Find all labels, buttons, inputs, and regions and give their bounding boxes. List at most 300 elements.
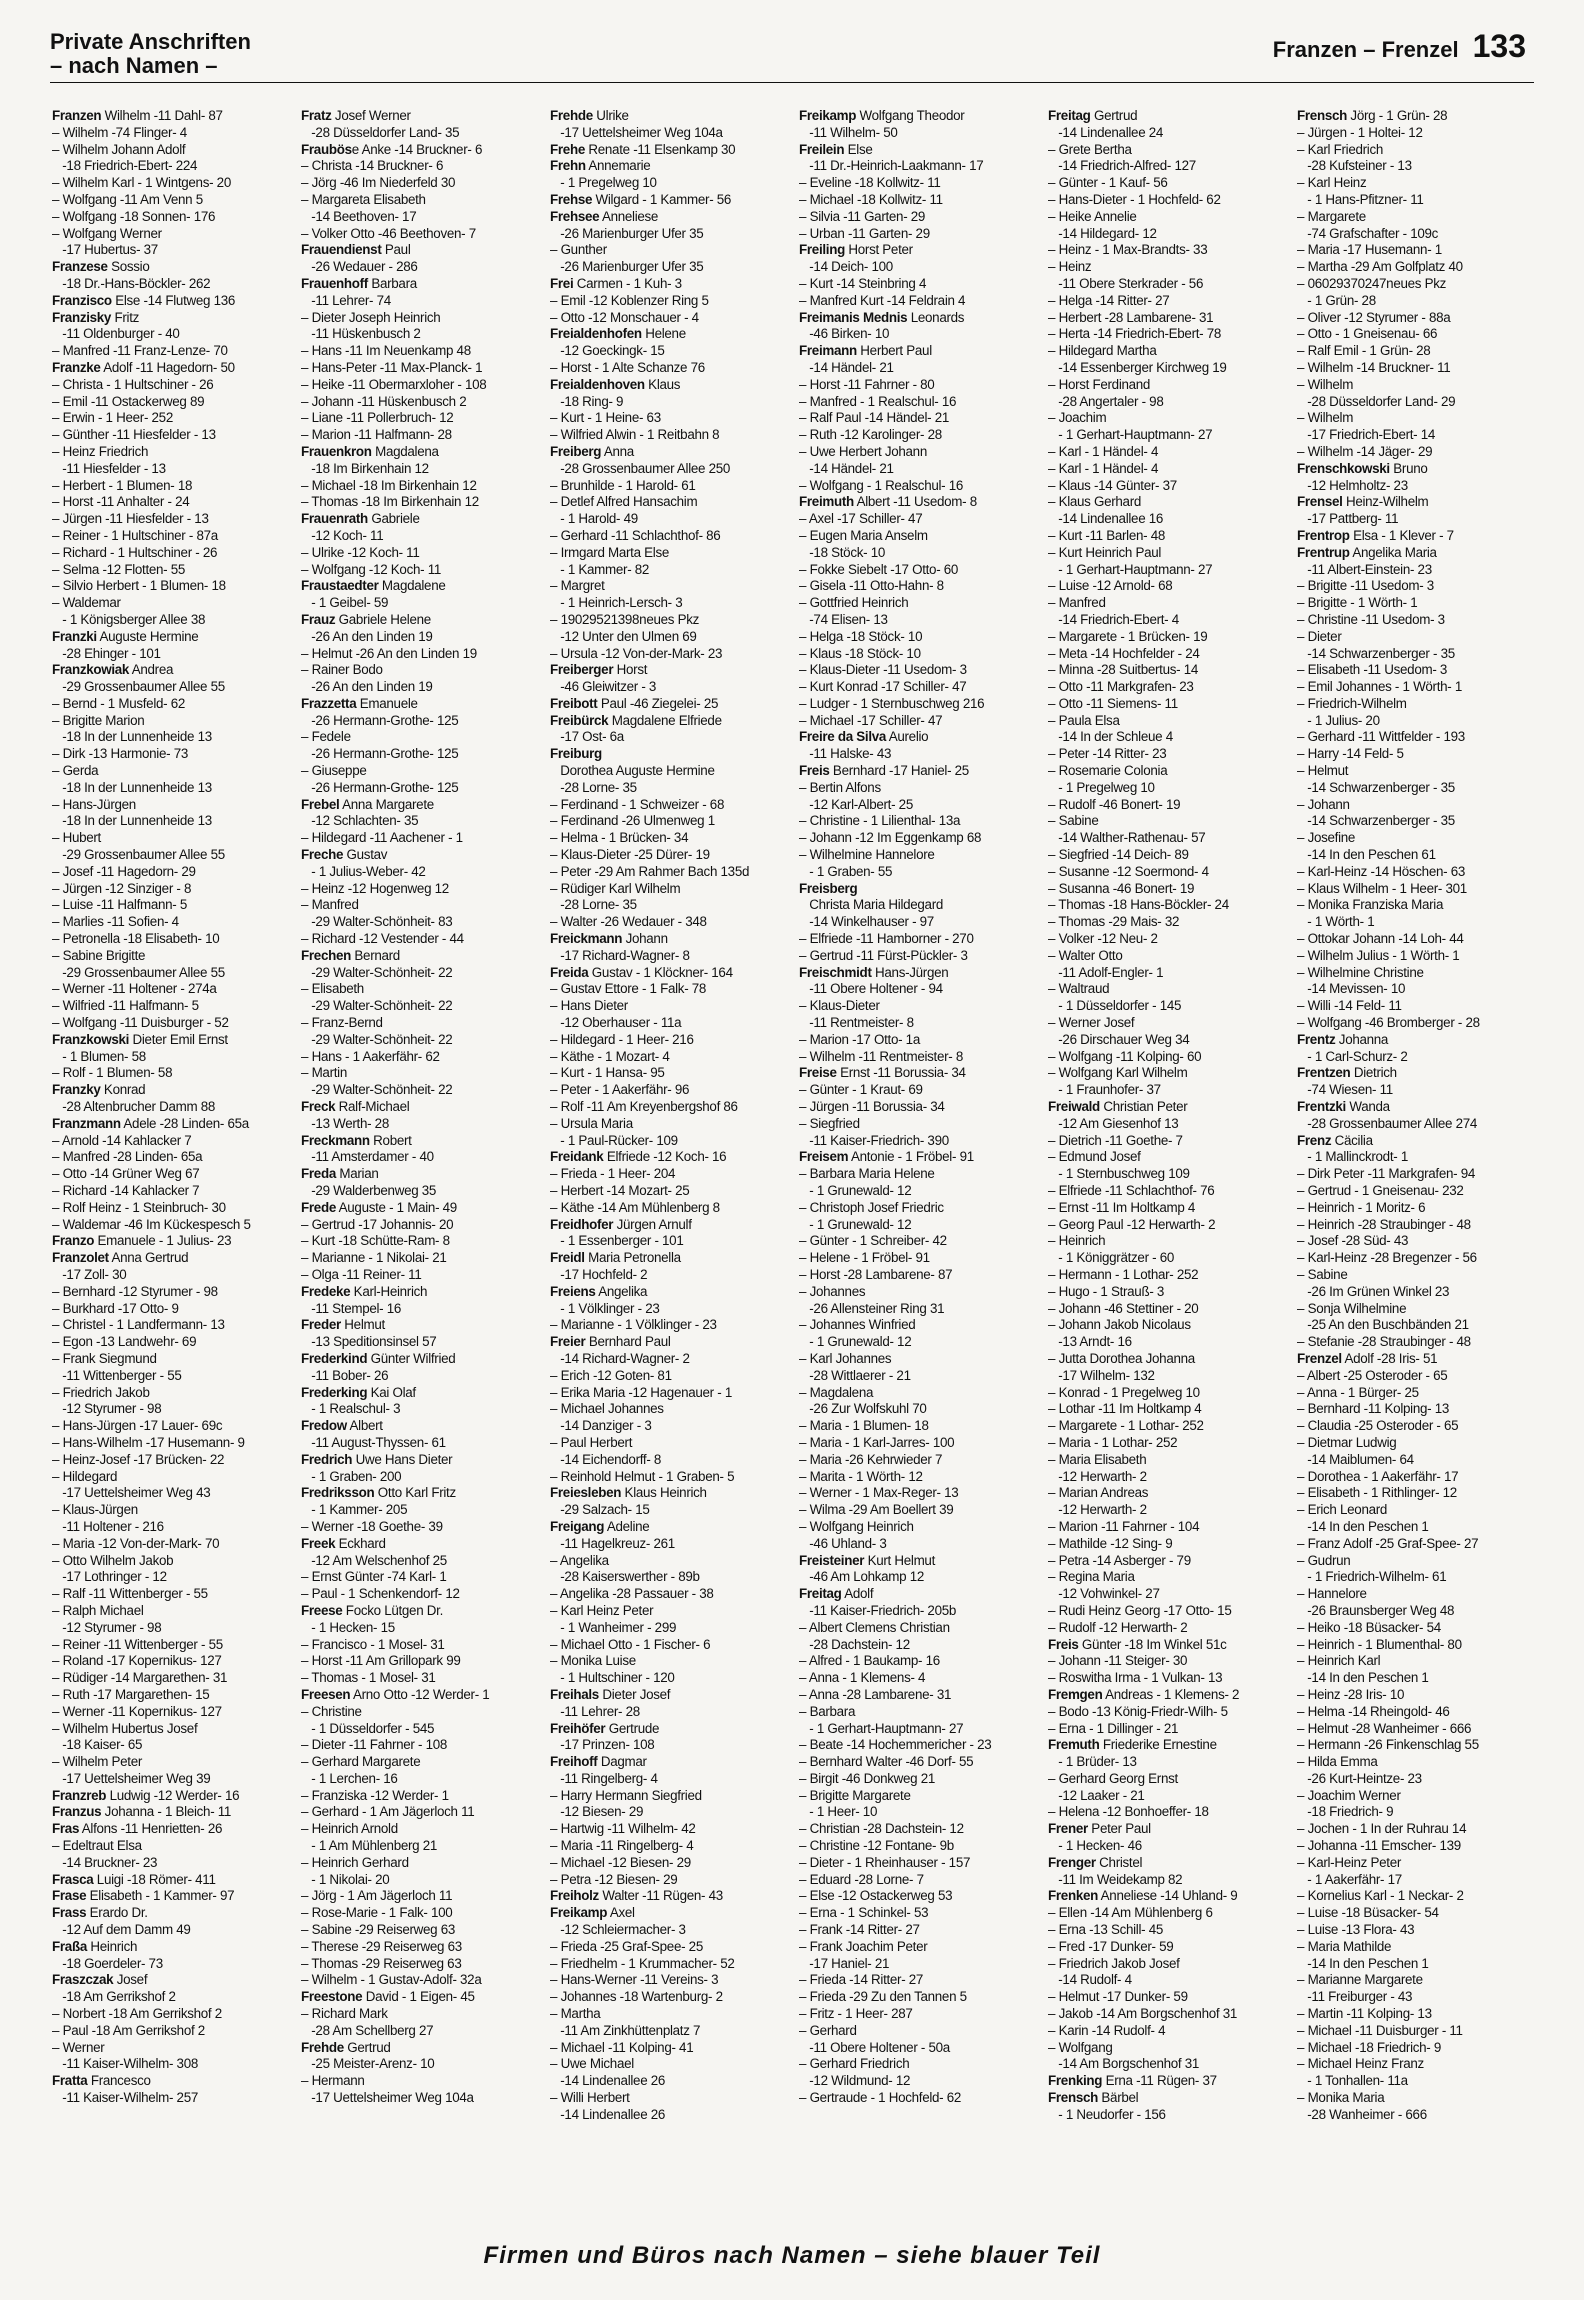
directory-entry: – Sonja Wilhelmine [1297,1300,1407,1316]
directory-entry: -14 Winkelhauser - 97 [799,914,934,930]
directory-entry: – Otto -11 Siemens- 11 [1048,695,1178,711]
directory-entry: – Hilda Emma [1297,1754,1378,1770]
directory-entry: Frener Peter Paul [1048,1821,1151,1837]
directory-entry: – Uwe Herbert Johann [799,443,927,459]
directory-entry: -14 In den Peschen 61 [1297,847,1436,863]
directory-entry: Freihals Dieter Josef [550,1686,671,1702]
directory-entry: -14 Händel- 21 [799,460,894,476]
directory-entry: -11 Lehrer- 28 [550,1703,640,1719]
column-6 [1297,108,1536,2238]
directory-entry: Freilein Else [799,141,873,157]
directory-entry: - 1 Fraunhofer- 37 [1048,1082,1161,1098]
directory-entry: – Franz-Bernd [301,1015,383,1031]
directory-entry: – Gustav Ettore - 1 Falk- 78 [550,981,707,997]
directory-entry: – Karin -14 Rudolf- 4 [1048,2022,1166,2038]
directory-entry: -26 Im Grünen Winkel 23 [1297,1283,1450,1299]
directory-entry: – Frank -14 Ritter- 27 [799,1922,920,1938]
directory-entry: Freiens Angelika [550,1283,648,1299]
directory-entry: – Gerhard - 1 Am Jägerloch 11 [301,1804,475,1820]
directory-entry: – Rudolf -12 Herwarth- 2 [1048,1619,1188,1635]
directory-entry: – Marlies -11 Sofien- 4 [52,914,179,930]
directory-entry: – Oliver -12 Styrumer - 88a [1297,309,1451,325]
directory-entry: – Hubert [52,830,101,846]
directory-entry: -14 Lindenallee 24 [1048,124,1164,140]
directory-entry: Freialdenhofen Helene [550,326,686,342]
directory-entry: – Christel - 1 Landfermann- 13 [52,1317,225,1333]
directory-entry: Freialdenhoven Klaus [550,376,681,392]
directory-entry: – Jochen - 1 In der Ruhrau 14 [1297,1821,1467,1837]
directory-entry: – Hermann -26 Finkenschlag 55 [1297,1737,1479,1753]
directory-entry: – Erna - 1 Dillinger - 21 [1048,1720,1179,1736]
directory-entry: – Fritz - 1 Heer- 287 [799,2006,913,2022]
directory-entry: Freimann Herbert Paul [799,343,932,359]
directory-entry: – Luise -18 Büsacker- 54 [1297,1905,1439,1921]
directory-entry: – Marion -11 Halfmann- 28 [301,427,452,443]
directory-entry: -26 An den Linden 19 [301,679,433,695]
directory-entry: -17 Haniel- 21 [799,1955,890,1971]
directory-entry: – Wilhelm Karl - 1 Wintgens- 20 [52,175,231,191]
directory-entry: – Wolfgang -11 Kolping- 60 [1048,1048,1202,1064]
directory-entry: – Heinrich Gerhard [301,1854,409,1870]
directory-entry: – Detlef Alfred Hansachim [550,494,698,510]
directory-entry: -14 Lindenallee 26 [550,2073,666,2089]
directory-entry: -29 Walderbenweg 35 [301,1183,437,1198]
directory-entry: – Fred -17 Dunker- 59 [1048,1938,1174,1954]
directory-entry: -17 Uettelsheimer Weg 104a [550,124,723,140]
directory-entry: – Ulrike -12 Koch- 11 [301,544,420,560]
directory-entry: – Elfriede -11 Hamborner - 270 [799,931,974,947]
directory-entry: – Otto -11 Markgrafen- 23 [1048,679,1194,695]
directory-entry: Frass Erardo Dr. [52,1905,148,1921]
directory-entry: – Reiner - 1 Hultschiner - 87a [52,527,218,543]
directory-entry: – Wilhelm Hubertus Josef [52,1720,198,1736]
directory-entry: -12 Wildmund- 12 [799,2073,911,2089]
directory-entry: – Christine - 1 Lilienthal- 13a [799,813,961,829]
directory-entry: – Elisabeth - 1 Rithlinger- 12 [1297,1485,1457,1501]
directory-entry: Freise Ernst -11 Borussia- 34 [799,1065,966,1081]
directory-entry: Fras Alfons -11 Henrietten- 26 [52,1821,223,1837]
directory-entry: – Bernhard -12 Styrumer - 98 [52,1283,218,1299]
directory-entry: -11 Stempel- 16 [301,1300,402,1316]
directory-entry: – Therese -29 Reiserweg 63 [301,1938,462,1954]
directory-entry: – Kurt Heinrich Paul [1048,544,1162,560]
directory-entry: -26 Hermann-Grothe- 125 [301,779,459,795]
directory-entry: – Jörg -46 Im Niederfeld 30 [301,175,456,191]
directory-entry: – Sabine [1297,1266,1348,1282]
directory-entry: -11 Hiesfelder - 13 [52,460,166,476]
directory-entry: – Heinz [1048,259,1092,275]
directory-entry: - 1 Heinrich-Lersch- 3 [550,595,683,611]
directory-entry: – Heinz-Josef -17 Brücken- 22 [52,1451,225,1467]
directory-entry: – Hans - 1 Aakerfähr- 62 [301,1048,440,1064]
directory-entry: -17 Pattberg- 11 [1297,511,1399,527]
directory-entry: -14 Am Borgschenhof 31 [1048,2056,1200,2072]
directory-entry: – Werner [52,2039,105,2055]
directory-entry: – Wilhelm -11 Rentmeister- 8 [799,1048,963,1064]
directory-entry: – Gunther [550,242,607,258]
directory-entry: – Harry -14 Feld- 5 [1297,746,1404,762]
directory-entry: -14 Lindenallee 26 [550,2106,666,2122]
directory-entry: – Reinhold Helmut - 1 Graben- 5 [550,1468,735,1484]
directory-entry: Freidl Maria Petronella [550,1250,681,1266]
directory-entry: – Michael Heinz Franz [1297,2056,1424,2072]
directory-entry: - 1 Realschul- 3 [301,1401,401,1417]
directory-entry: – Margarete - 1 Lothar- 252 [1048,1418,1204,1434]
directory-entry: Frensch Bärbel [1048,2090,1139,2106]
directory-entry: -28 Altenbrucher Damm 88 [52,1099,216,1115]
directory-entry: – Hermann - 1 Lothar- 252 [1048,1266,1199,1282]
directory-entry: -26 Wedauer - 286 [301,259,418,275]
directory-entry: -13 Speditionsinsel 57 [301,1334,437,1350]
directory-entry: – Maria Elisabeth [1048,1451,1147,1467]
directory-entry: – Josefine [1297,830,1356,846]
directory-entry: – Giuseppe [301,763,367,779]
directory-entry: – Otto -14 Grüner Weg 67 [52,1166,200,1182]
directory-entry: -14 In den Peschen 1 [1297,1955,1429,1971]
directory-entry: – Michael Johannes [550,1401,664,1417]
directory-entry: Frauenkron Magdalena [301,443,439,459]
directory-entry: Frazzetta Emanuele [301,695,418,711]
directory-entry: – Heike Annelie [1048,208,1137,224]
directory-entry: -12 Styrumer - 98 [52,1619,162,1635]
directory-entry: Fremgen Andreas - 1 Klemens- 2 [1048,1686,1240,1702]
directory-entry: – Alfred - 1 Baukamp- 16 [799,1653,940,1669]
section-heading-line2: – nach Namen – [50,53,218,78]
directory-entry: – Hildegard - 1 Heer- 216 [550,1031,694,1047]
directory-entry: – Hans Dieter [550,998,628,1014]
directory-entry: – Karl Heinz Peter [550,1602,654,1618]
directory-entry: – Heinz Friedrich [52,443,149,459]
directory-entry: – Barbara [799,1703,856,1719]
directory-entry: - 1 Neudorfer - 156 [1048,2106,1166,2122]
directory-entry: – Marita - 1 Wörth- 12 [799,1468,923,1484]
directory-entry: – Gerda [52,763,99,779]
directory-entry: – Ernst Günter -74 Karl- 1 [301,1569,447,1585]
directory-entry: – Hans-Werner -11 Vereins- 3 [550,1972,719,1988]
directory-entry: – Ernst -11 Im Holtkamp 4 [1048,1199,1196,1215]
directory-entry: -11 Albert-Einstein- 23 [1297,561,1432,577]
directory-entry: – Günter - 1 Kauf- 56 [1048,175,1168,191]
directory-entry: Freire da Silva Aurelio [799,729,929,745]
directory-entry: – Paul -18 Am Gerrikshof 2 [52,2022,205,2038]
directory-entry: Freigang Adeline [550,1518,650,1534]
directory-entry: – Hildegard -11 Aachener - 1 [301,830,463,846]
directory-entry: -17 Friedrich-Ebert- 14 [1297,427,1436,443]
directory-entry: -12 Koch- 11 [301,527,384,543]
directory-entry: - 1 Lerchen- 16 [301,1770,398,1786]
directory-entry: – Gerhard Friedrich [799,2056,910,2072]
directory-entry: – Marianne Margarete [1297,1972,1423,1988]
directory-entry: - 1 Julius- 20 [1297,712,1380,728]
directory-entry: – Werner - 1 Max-Reger- 13 [799,1485,959,1501]
directory-entry: – Edmund Josef [1048,1149,1141,1165]
directory-entry: -18 In der Lunnenheide 13 [52,779,212,795]
directory-entry: – Egon -13 Landwehr- 69 [52,1334,197,1350]
directory-entry: -18 Goerdeler- 73 [52,1955,163,1971]
directory-entry: – Rolf -11 Am Kreyenbergshof 86 [550,1099,738,1115]
directory-entry: -11 Obere Holtener - 50a [799,2039,950,2055]
directory-entry: – Martha [550,2006,601,2022]
directory-entry: Freese Focko Lütgen Dr. [301,1602,443,1618]
directory-entry: - 1 Hecken- 15 [301,1619,395,1635]
directory-entry: -74 Elisen- 13 [799,611,888,627]
directory-entry: -29 Grossenbaumer Allee 55 [52,964,225,980]
directory-entry: – Marion -11 Fahrner - 104 [1048,1518,1200,1534]
directory-entry: -17 Hubertus- 37 [52,242,158,258]
directory-entry: – Axel -17 Schiller- 47 [799,511,923,527]
directory-entry: Freitag Adolf [799,1586,874,1602]
directory-entry: – Hannelore [1297,1586,1367,1602]
directory-entry: -11 Rentmeister- 8 [799,1015,914,1031]
directory-entry: -17 Uettelsheimer Weg 43 [52,1485,211,1501]
directory-entry: – Karl - 1 Händel- 4 [1048,460,1159,476]
directory-entry: -26 Braunsberger Weg 48 [1297,1602,1455,1618]
directory-entry: – Margareta Elisabeth [301,191,426,207]
directory-entry: – Maria - 1 Blumen- 18 [799,1418,929,1434]
directory-entry: – Thomas -18 Hans-Böckler- 24 [1048,897,1229,913]
directory-entry: – Mathilde -12 Sing- 9 [1048,1535,1173,1551]
directory-entry: – Johannes Winfried [799,1317,916,1333]
directory-entry: – Marianne - 1 Völklinger - 23 [550,1317,717,1333]
directory-entry: -12 Helmholtz- 23 [1297,477,1408,493]
directory-entry: – Johann -11 Hüskenbusch 2 [301,393,467,409]
directory-entry: -11 Kaiser-Friedrich- 205b [799,1602,957,1618]
directory-entry: -26 Kurt-Heintze- 23 [1297,1770,1422,1786]
directory-entry: -14 In den Peschen 1 [1297,1670,1429,1686]
column-5 [1048,108,1287,2238]
directory-entry: – Brigitte - 1 Wörth- 1 [1297,595,1418,611]
directory-entry: - 1 Geibel- 59 [301,595,389,611]
directory-entry: – Kurt -18 Schütte-Ram- 8 [301,1233,450,1249]
directory-entry: -14 Danziger - 3 [550,1418,652,1434]
directory-entry: – Bernd - 1 Musfeld- 62 [52,695,186,711]
directory-entry: Fraszczak Josef [52,1972,148,1988]
directory-entry: – Maria Mathilde [1297,1938,1392,1954]
directory-entry: – Ferdinand - 1 Schweizer - 68 [550,796,725,812]
directory-entry: – Ralf -11 Wittenberger - 55 [52,1586,208,1602]
directory-entry: – Emil Johannes - 1 Wörth- 1 [1297,679,1463,695]
directory-entry: – Maria - 1 Lothar- 252 [1048,1434,1178,1450]
directory-entry: -11 August-Thyssen- 61 [301,1434,446,1450]
directory-entry: -12 Goeckingk- 15 [550,343,665,359]
directory-entry: -14 Deich- 100 [799,259,893,275]
directory-entry: – Otto Wilhelm Jakob [52,1552,174,1568]
directory-entry: – Wilhelm -14 Jäger- 29 [1297,443,1433,459]
directory-entry: Franzky Konrad [52,1082,146,1098]
directory-entry: - 1 Kammer- 205 [301,1502,408,1518]
directory-entry: -11 Freiburger - 43 [1297,1989,1413,2005]
directory-entry: – Michael -18 Friedrich- 9 [1297,2039,1442,2055]
directory-entry: – Jutta Dorothea Johanna [1048,1350,1195,1366]
directory-entry: – Anna - 1 Bürger- 25 [1297,1384,1419,1400]
directory-entry: – Ralph Michael [52,1602,144,1618]
directory-entry: – Johann -46 Stettiner - 20 [1048,1300,1199,1316]
directory-entry: – Thomas - 1 Mosel- 31 [301,1670,436,1686]
directory-entry: – Norbert -18 Am Gerrikshof 2 [52,2006,222,2022]
directory-entry: - 1 Gerhart-Hauptmann- 27 [1048,427,1213,443]
directory-entry: – Gertrud -17 Johannis- 20 [301,1216,454,1232]
directory-entry: – Heiko -18 Büsacker- 54 [1297,1619,1441,1635]
directory-entry: – Rose-Marie - 1 Falk- 100 [301,1905,453,1921]
directory-entry: -18 Ring- 9 [550,393,624,409]
directory-entry: – Elfriede -11 Schlachthof- 76 [1048,1183,1215,1198]
directory-entry: - 1 Am Mühlenberg 21 [301,1838,438,1854]
directory-entry: – Richard - 1 Hultschiner - 26 [52,544,218,560]
directory-entry: – Hans-Wilhelm -17 Husemann- 9 [52,1434,245,1450]
directory-entry: – Waltraud [1048,981,1110,997]
directory-entry: – Klaus-Jürgen [52,1502,138,1518]
directory-entry: Frenzel Adolf -28 Iris- 51 [1297,1350,1438,1366]
directory-entry: – Jürgen - 1 Holtei- 12 [1297,124,1423,140]
directory-entry: Fredeke Karl-Heinrich [301,1283,428,1299]
directory-entry: Frentrop Elsa - 1 Klever - 7 [1297,527,1454,543]
directory-entry: – Kurt - 1 Heine- 63 [550,410,661,426]
directory-entry: -46 Uhland- 3 [799,1535,887,1551]
directory-entry: -12 Karl-Albert- 25 [799,796,913,812]
directory-entry: – Johann -12 Im Eggenkamp 68 [799,830,982,846]
directory-entry: – Edeltraut Elsa [52,1838,142,1854]
directory-entry: – Helene - 1 Fröbel- 91 [799,1250,930,1266]
directory-entry: – Richard -12 Vestender - 44 [301,931,464,947]
directory-entry: -17 Prinzen- 108 [550,1737,655,1753]
directory-entry: – Silvio Herbert - 1 Blumen- 18 [52,578,226,594]
directory-entry: – Joachim [1048,410,1107,426]
directory-entry: – Horst -11 Anhalter - 24 [52,494,190,510]
directory-entry: – Helmut -17 Dunker- 59 [1048,1989,1188,2005]
directory-entry: – Dieter [1297,628,1342,644]
directory-entry: – Willi Herbert [550,2090,630,2106]
directory-entry: – Dirk -13 Harmonie- 73 [52,746,188,762]
running-header [1273,28,1526,65]
directory-entry: – Johann -11 Steiger- 30 [1048,1653,1188,1669]
directory-entry: – Helma - 1 Brücken- 34 [550,830,689,846]
directory-entry: -46 Birken- 10 [799,326,890,342]
directory-entry: – Helma -14 Rheingold- 46 [1297,1703,1450,1719]
directory-entry: – Christa - 1 Hultschiner - 26 [52,376,214,392]
directory-entry: -17 Hochfeld- 2 [550,1266,648,1282]
directory-entry: – Hans -11 Im Neuenkamp 48 [301,343,471,359]
directory-entry: -28 Düsseldorfer Land- 29 [1297,393,1456,409]
directory-entry: - 1 Nikolai- 20 [301,1871,390,1887]
directory-entry: – Horst -11 Am Grillopark 99 [301,1653,461,1669]
directory-entry: – Klaus -18 Stöck- 10 [799,645,921,661]
directory-entry: – Margarete [1297,208,1366,224]
directory-entry: Frensel Heinz-Wilhelm [1297,494,1429,510]
directory-entry: – Michael -17 Schiller- 47 [799,712,943,728]
directory-entry: – Paul Herbert [550,1434,633,1450]
directory-entry: -17 Uettelsheimer Weg 104a [301,2090,474,2106]
directory-entry: – Paula Elsa [1048,712,1120,728]
directory-entry: – Peter - 1 Aakerfähr- 96 [550,1082,690,1098]
directory-entry: – Ruth -17 Margarethen- 15 [52,1686,210,1702]
directory-entry: – Gerhard Georg Ernst [1048,1770,1178,1786]
directory-entry: -18 Im Birkenhain 12 [301,460,429,476]
directory-entry: - 1 Sternbuschweg 109 [1048,1166,1190,1182]
directory-entry: – Heike -11 Obermarxloher - 108 [301,376,487,392]
directory-entry: – Rudolf -46 Bonert- 19 [1048,796,1181,812]
directory-entry: -26 Marienburger Ufer 35 [550,225,704,241]
directory-entry: Frenger Christel [1048,1854,1143,1870]
directory-entry: Freimanis Mednis Leonards [799,309,965,325]
directory-entry: -11 Obere Sterkrader - 56 [1048,275,1204,291]
directory-entry: – Birgit -46 Donkweg 21 [799,1770,936,1786]
directory-entry: – Marion -17 Otto- 1a [799,1031,920,1047]
directory-entry: – Regina Maria [1048,1569,1135,1585]
directory-entry: Freis Bernhard -17 Haniel- 25 [799,763,969,779]
directory-entry: -29 Walter-Schönheit- 22 [301,998,453,1014]
directory-entry: – Rudi Heinz Georg -17 Otto- 15 [1048,1602,1232,1618]
directory-entry: Fratta Francesco [52,2073,151,2089]
directory-entry: – Friedhelm - 1 Krummacher- 52 [550,1955,735,1971]
directory-entry: Frederking Kai Olaf [301,1384,416,1400]
directory-entry: – Wilhelm - 1 Gustav-Adolf- 32a [301,1972,482,1988]
directory-entry: -28 Lorne- 35 [550,897,637,913]
directory-entry: - 1 Gerhart-Hauptmann- 27 [1048,561,1213,577]
directory-entry: – Rosemarie Colonia [1048,763,1168,779]
directory-entry: – Anna -28 Lambarene- 31 [799,1686,952,1702]
directory-entry: – Helmut -28 Wanheimer - 666 [1297,1720,1472,1736]
directory-entry: Frebel Anna Margarete [301,796,434,812]
directory-entry: - 1 Wörth- 1 [1297,914,1375,930]
directory-entry: – Georg Paul -12 Herwarth- 2 [1048,1216,1216,1232]
directory-entry: – Gertraude - 1 Hochfeld- 62 [799,2090,962,2106]
directory-entry: – Manfred - 1 Realschul- 16 [799,393,957,409]
directory-entry: Franzke Adolf -11 Hagedorn- 50 [52,359,235,375]
directory-entry: -17 Wilhelm- 132 [1048,1367,1155,1383]
directory-entry: – Liane -11 Pollerbruch- 12 [301,410,454,426]
directory-entry: – Marianne - 1 Nikolai- 21 [301,1250,447,1266]
directory-entry: – Paul - 1 Schenkendorf- 12 [301,1586,460,1602]
directory-entry: – Karl-Heinz Peter [1297,1854,1402,1870]
directory-entry: – Wolfgang -11 Am Venn 5 [52,191,203,207]
directory-entry: - 1 Brüder- 13 [1048,1754,1137,1770]
directory-entry: Frentzki Wanda [1297,1099,1390,1115]
directory-entry: – Helga -14 Ritter- 27 [1048,292,1170,308]
directory-entry: -18 Kaiser- 65 [52,1737,143,1753]
directory-entry: – Martha -29 Am Golfplatz 40 [1297,259,1463,275]
directory-entry: – Werner Josef [1048,1015,1135,1031]
directory-entry: – Angelika [550,1552,609,1568]
directory-entry: -14 Schwarzenberger - 35 [1297,645,1455,661]
directory-entry: -12 Oberhauser - 11a [550,1015,682,1031]
directory-entry: – Wolfgang Heinrich [799,1518,914,1534]
directory-entry: -17 Uettelsheimer Weg 39 [52,1770,211,1786]
directory-entry: – Wolfgang -12 Koch- 11 [301,561,441,577]
directory-entry: – Wolfgang -46 Bromberger - 28 [1297,1015,1480,1031]
directory-entry: – Uwe Michael [550,2056,634,2072]
directory-entry: - 1 Harold- 49 [550,511,638,527]
directory-entry: – Emil -12 Koblenzer Ring 5 [550,292,709,308]
directory-entry: - 1 Pregelweg 10 [550,175,657,191]
directory-entry: – Ursula -12 Von-der-Mark- 23 [550,645,723,661]
directory-entry: – Brigitte Marion [52,712,145,728]
directory-entry: – Ralf Emil - 1 Grün- 28 [1297,343,1431,359]
directory-entry: – Klaus Wilhelm - 1 Heer- 301 [1297,880,1467,896]
directory-entry: -11 Kaiser-Wilhelm- 308 [52,2056,198,2072]
directory-entry: – Burkhard -17 Otto- 9 [52,1300,179,1316]
directory-entry: – Reiner -11 Wittenberger - 55 [52,1636,223,1652]
directory-entry: – Jürgen -11 Borussia- 34 [799,1099,945,1115]
directory-entry: - 1 Julius-Weber- 42 [301,863,426,879]
directory-entry: – Magdalena [799,1384,874,1400]
directory-entry: – Wilhelm [1297,410,1354,426]
directory-entry: – Erwin - 1 Heer- 252 [52,410,173,426]
directory-entry: – Wolfgang [1048,2039,1113,2055]
directory-entry: – Hartwig -11 Wilhelm- 42 [550,1821,696,1837]
directory-entry: – Otto - 1 Gneisenau- 66 [1297,326,1438,342]
directory-entry: – Volker Otto -46 Beethoven- 7 [301,225,476,241]
directory-entry: – Emil -11 Ostackerweg 89 [52,393,205,409]
